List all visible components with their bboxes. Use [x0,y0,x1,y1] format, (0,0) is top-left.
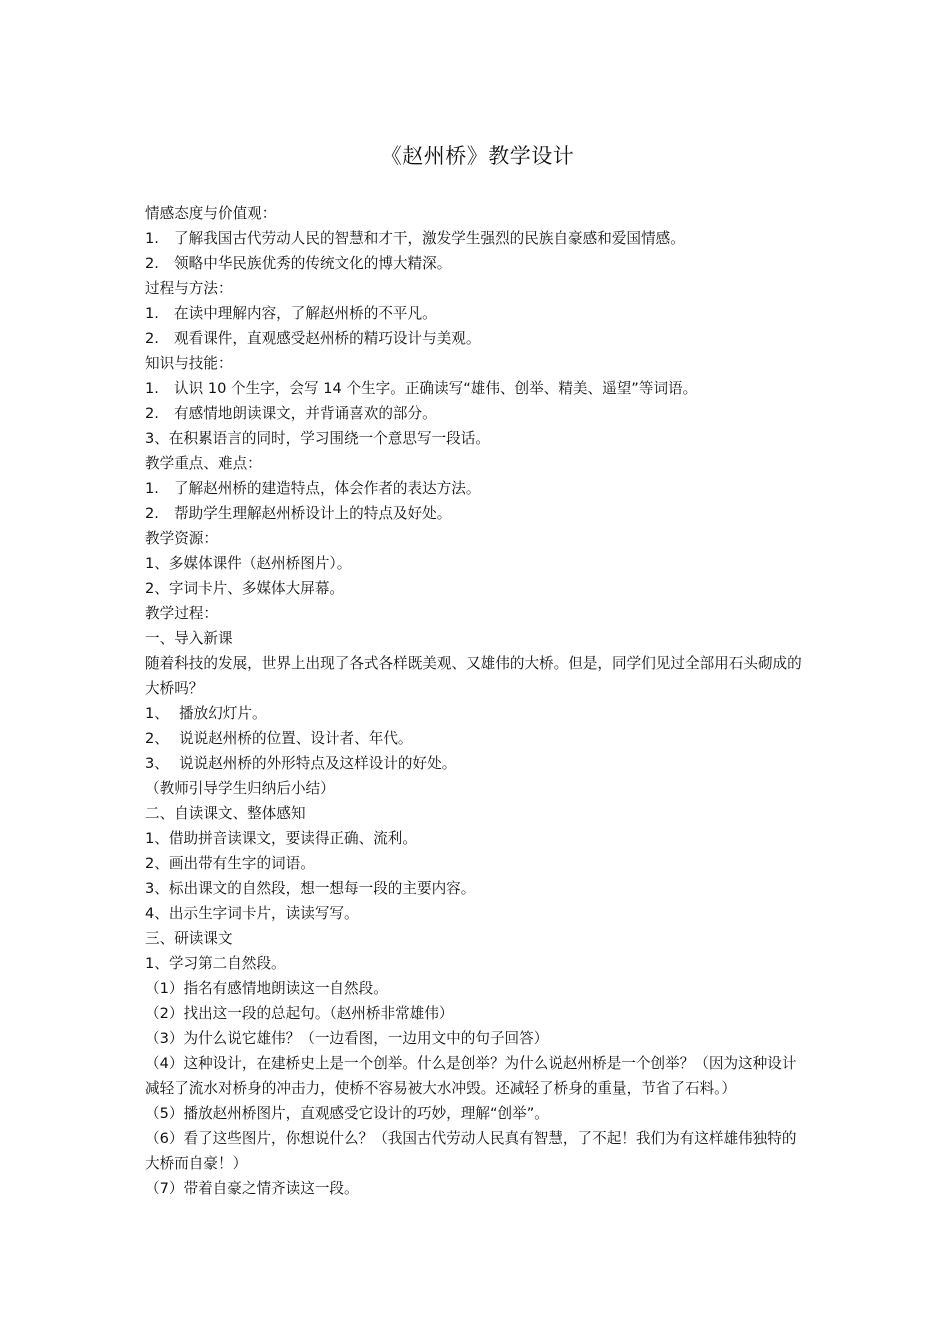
list-number: 1. [145,305,159,322]
line-text: 知识与技能： [145,355,233,372]
text-line [145,376,810,401]
line-text: 了解赵州桥的建造特点，体会作者的表达方法。 [174,480,481,497]
line-text: 1、借助拼音读课文，要读得正确、流利。 [145,830,417,847]
text-line [145,451,810,476]
line-text: （4）这种设计，在建桥史上是一个创举。什么是创举？为什么说赵州桥是一个创举？（因为这种设计减轻了流水对桥身的冲击力，使桥不容易被大水冲毁。还减轻了桥身的重量，节省了石料。） [145,1055,797,1097]
line-text: 有感情地朗读课文，并背诵喜欢的部分。 [174,405,437,422]
text-line [145,251,810,276]
text-line [145,701,810,726]
line-text: 认识 10 个生字，会写 14 个生字。正确读写“雄伟、创举、精美、遥望”等词语。 [174,380,698,397]
list-number: 2. [145,405,159,422]
text-line [145,501,810,526]
text-line [145,976,810,1001]
text-line [145,426,810,451]
text-line [145,601,810,626]
text-line [145,876,810,901]
text-line [145,651,810,701]
list-number: 2. [145,255,159,272]
line-text: 3、标出课文的自然段，想一想每一段的主要内容。 [145,880,476,897]
text-line [145,401,810,426]
line-text: 领略中华民族优秀的传统文化的博大精深。 [174,255,452,272]
line-text: （2）找出这一段的总起句。（赵州桥非常雄伟） [145,1005,454,1022]
text-line [145,301,810,326]
line-text: （1）指名有感情地朗读这一自然段。 [145,980,388,997]
line-text: 教学资源： [145,530,218,547]
line-text: 随着科技的发展，世界上出现了各式各样既美观、又雄伟的大桥。但是，同学们见过全部用石头砌成的大桥吗？ [145,655,802,697]
line-text: （3）为什么说它雄伟？（一边看图，一边用文中的句子回答） [145,1030,549,1047]
text-line [145,1051,810,1101]
line-text: 1、多媒体课件（赵州桥图片）。 [145,555,352,572]
line-text: 2、字词卡片、多媒体大屏幕。 [145,580,345,597]
text-line [145,901,810,926]
line-text: 在读中理解内容，了解赵州桥的不平凡。 [174,305,437,322]
text-line [145,626,810,651]
list-number: 1、 [145,705,169,722]
text-line [145,326,810,351]
text-line [145,351,810,376]
text-line [145,276,810,301]
line-text: 观看课件，直观感受赵州桥的精巧设计与美观。 [174,330,481,347]
text-line [145,201,810,226]
text-line [145,851,810,876]
text-line [145,776,810,801]
line-text: 说说赵州桥的外形特点及这样设计的好处。 [179,755,457,772]
text-line [145,1126,810,1176]
line-text: （7）带着自豪之情齐读这一段。 [145,1180,359,1197]
line-text: （教师引导学生归纳后小结） [145,780,335,797]
line-text: 帮助学生理解赵州桥设计上的特点及好处。 [174,505,452,522]
line-text: 三、研读课文 [145,930,233,947]
line-text: 教学重点、难点： [145,455,262,472]
line-text: （6）看了这些图片，你想说什么？（我国古代劳动人民真有智慧，了不起！我们为有这样雄伟独特的大桥而自豪！） [145,1130,797,1172]
list-number: 1. [145,230,159,247]
text-line [145,476,810,501]
text-line [145,526,810,551]
list-number: 1. [145,380,159,397]
line-text: 过程与方法： [145,280,233,297]
document-title: 《赵州桥》教学设计 [380,144,575,168]
line-text: 4、出示生字词卡片，读读写写。 [145,905,359,922]
text-line [145,951,810,976]
text-line [145,751,810,776]
list-number: 2、 [145,730,169,747]
list-number: 2. [145,505,159,522]
line-text: 情感态度与价值观： [145,205,277,222]
line-text: 教学过程： [145,605,218,622]
text-line [145,1001,810,1026]
text-line [145,1026,810,1051]
line-text: 一、导入新课 [145,630,233,647]
list-number: 2. [145,330,159,347]
text-line [145,826,810,851]
document-body [145,201,810,1201]
list-number: 1. [145,480,159,497]
text-line [145,1101,810,1126]
text-line [145,551,810,576]
list-number: 3、 [145,755,169,772]
line-text: 2、画出带有生字的词语。 [145,855,315,872]
line-text: （5）播放赵州桥图片，直观感受它设计的巧妙，理解“创举”。 [145,1105,549,1122]
line-text: 说说赵州桥的位置、设计者、年代。 [179,730,413,747]
text-line [145,226,810,251]
line-text: 1、学习第二自然段。 [145,955,286,972]
line-text: 播放幻灯片。 [179,705,267,722]
text-line [145,726,810,751]
text-line [145,926,810,951]
line-text: 3、在积累语言的同时，学习围绕一个意思写一段话。 [145,430,490,447]
line-text: 二、自读课文、整体感知 [145,805,306,822]
text-line [145,1176,810,1201]
text-line [145,801,810,826]
text-line [145,576,810,601]
line-text: 了解我国古代劳动人民的智慧和才干，激发学生强烈的民族自豪感和爱国情感。 [174,230,685,247]
